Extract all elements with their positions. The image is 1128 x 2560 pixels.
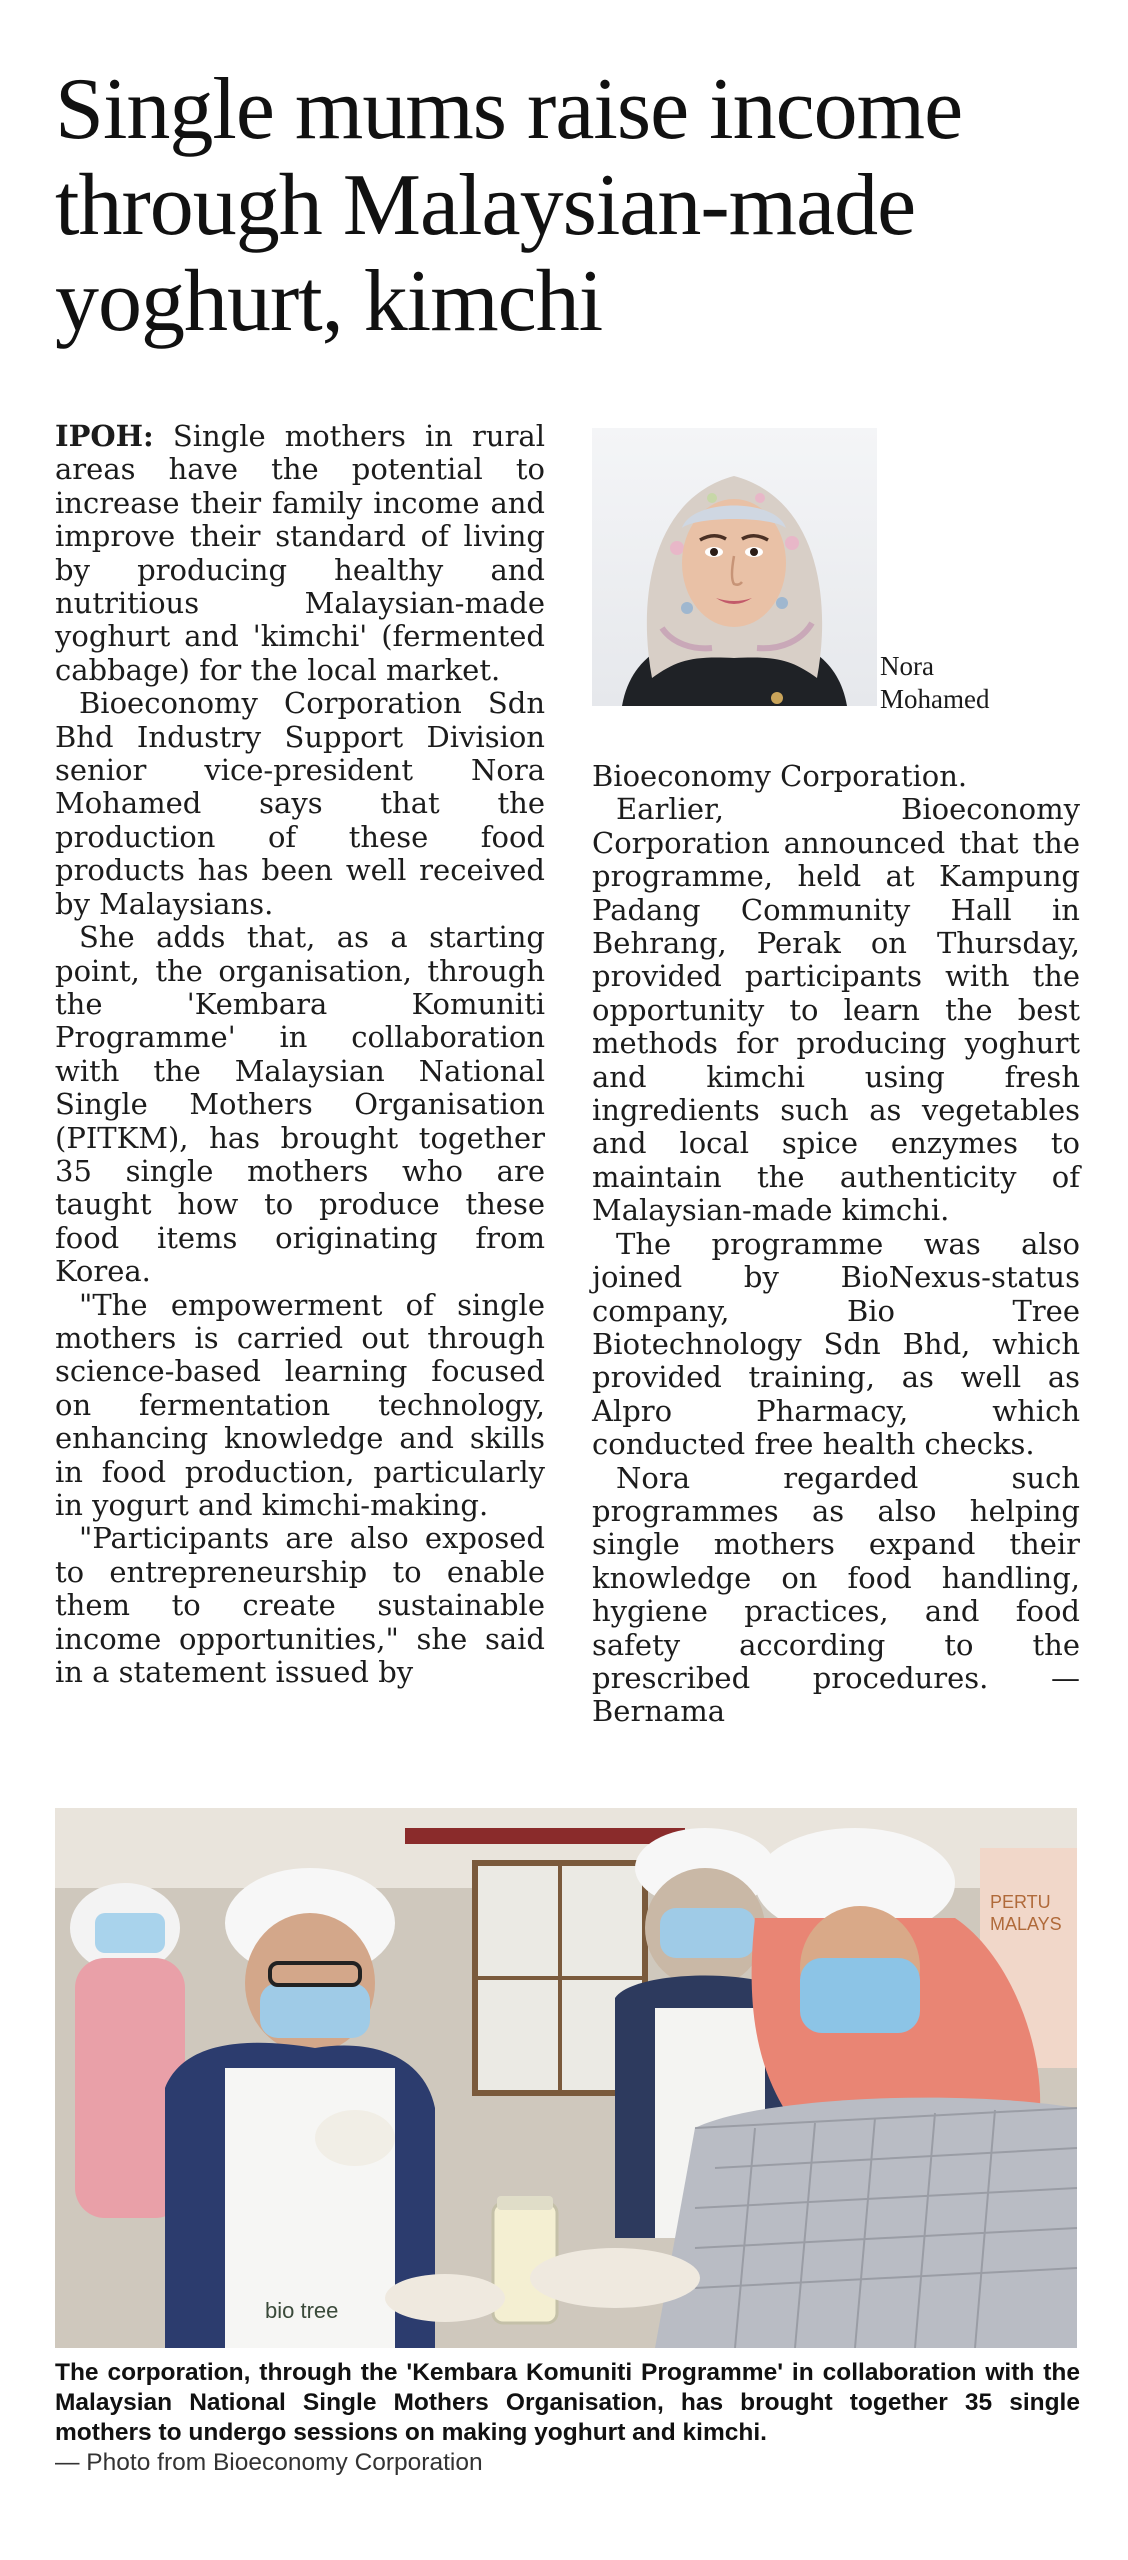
article-paragraph: Nora regarded such programmes as also helping single mothers expand their knowledge on food handling, hygiene practices, and food safety according to the prescribed procedures. — Bernama [592,1460,1080,1729]
article-paragraph: "Participants are also exposed to entrepreneurship to enable them to create sustainable income opportunities," she said in a statement issued by [55,1521,545,1690]
article-paragraph: She adds that, as a starting point, the organisation, through the 'Kembara Komuniti Programme' in collaboration with the Malaysian National Single Mothers Organisation (PITKM), has brought together 35 single mothers who are taught how to produce these food items originating from Korea. [55,920,545,1289]
article-headline: Single mums raise income through Malaysian-made yoghurt, kimchi [55,61,963,350]
article-paragraph: Bioeconomy Corporation Sdn Bhd Industry Support Division senior vice-president Nora Mohamed says that the production of these food products has been well received by Malaysians. [55,686,545,921]
dateline: IPOH: [55,419,154,453]
lead-paragraph [55,420,545,687]
article-paragraph: "The empowerment of single mothers is carried out through science-based learning focused on fermentation technology, enhancing knowledge and skills in food production, particularly in yogurt and kimchi-making. [55,1287,545,1522]
portrait-caption-first-name: Nora [880,651,934,681]
photo-caption [55,2358,1080,2478]
portrait-caption-last-name: Mohamed [880,684,990,714]
apron-logo-text: bio tree [265,2298,339,2323]
banner-text: PERTU [990,1892,1051,1912]
portrait-caption [880,650,989,716]
article-paragraph: Bioeconomy Corporation. [592,759,968,793]
portrait-illustration [592,428,877,706]
article-column-left [55,420,545,1689]
banner-text: MALAYS [990,1914,1062,1934]
portrait-photo [592,428,877,706]
article-paragraph: Earlier, Bioeconomy Corporation announced that the programme, held at Kampung Padang Community Hall in Behrang, Perak on Thursday, provided participants with the opportunity to learn the best methods for producing yoghurt and kimchi using fresh ingredients such as vegetables and local spice enzymes to maintain the authenticity of Malaysian-made kimchi. [592,792,1080,1228]
article-column-right [592,760,1080,1729]
photo-caption-text: The corporation, through the 'Kembara Komuniti Programme' in collaboration with the Malaysian National Single Mothers Organisation, has brought together 35 single mothers to undergo sessions on making yoghurt and kimchi. [55,2359,1080,2446]
workshop-photo [55,1808,1077,2348]
lead-text: Single mothers in rural areas have the potential to increase their family income and improve their standard of living by producing healthy and nutritious Malaysian-made yoghurt and 'kimchi' (fermented cabbage) for the local market. [55,419,545,687]
article-paragraph: The programme was also joined by BioNexus-status company, Bio Tree Biotechnology Sdn Bhd, which provided training, as well as Alpro Pharmacy, which conducted free health checks. [592,1226,1080,1462]
photo-credit: — Photo from Bioeconomy Corporation [55,2449,483,2476]
workshop-illustration [55,1808,1077,2348]
